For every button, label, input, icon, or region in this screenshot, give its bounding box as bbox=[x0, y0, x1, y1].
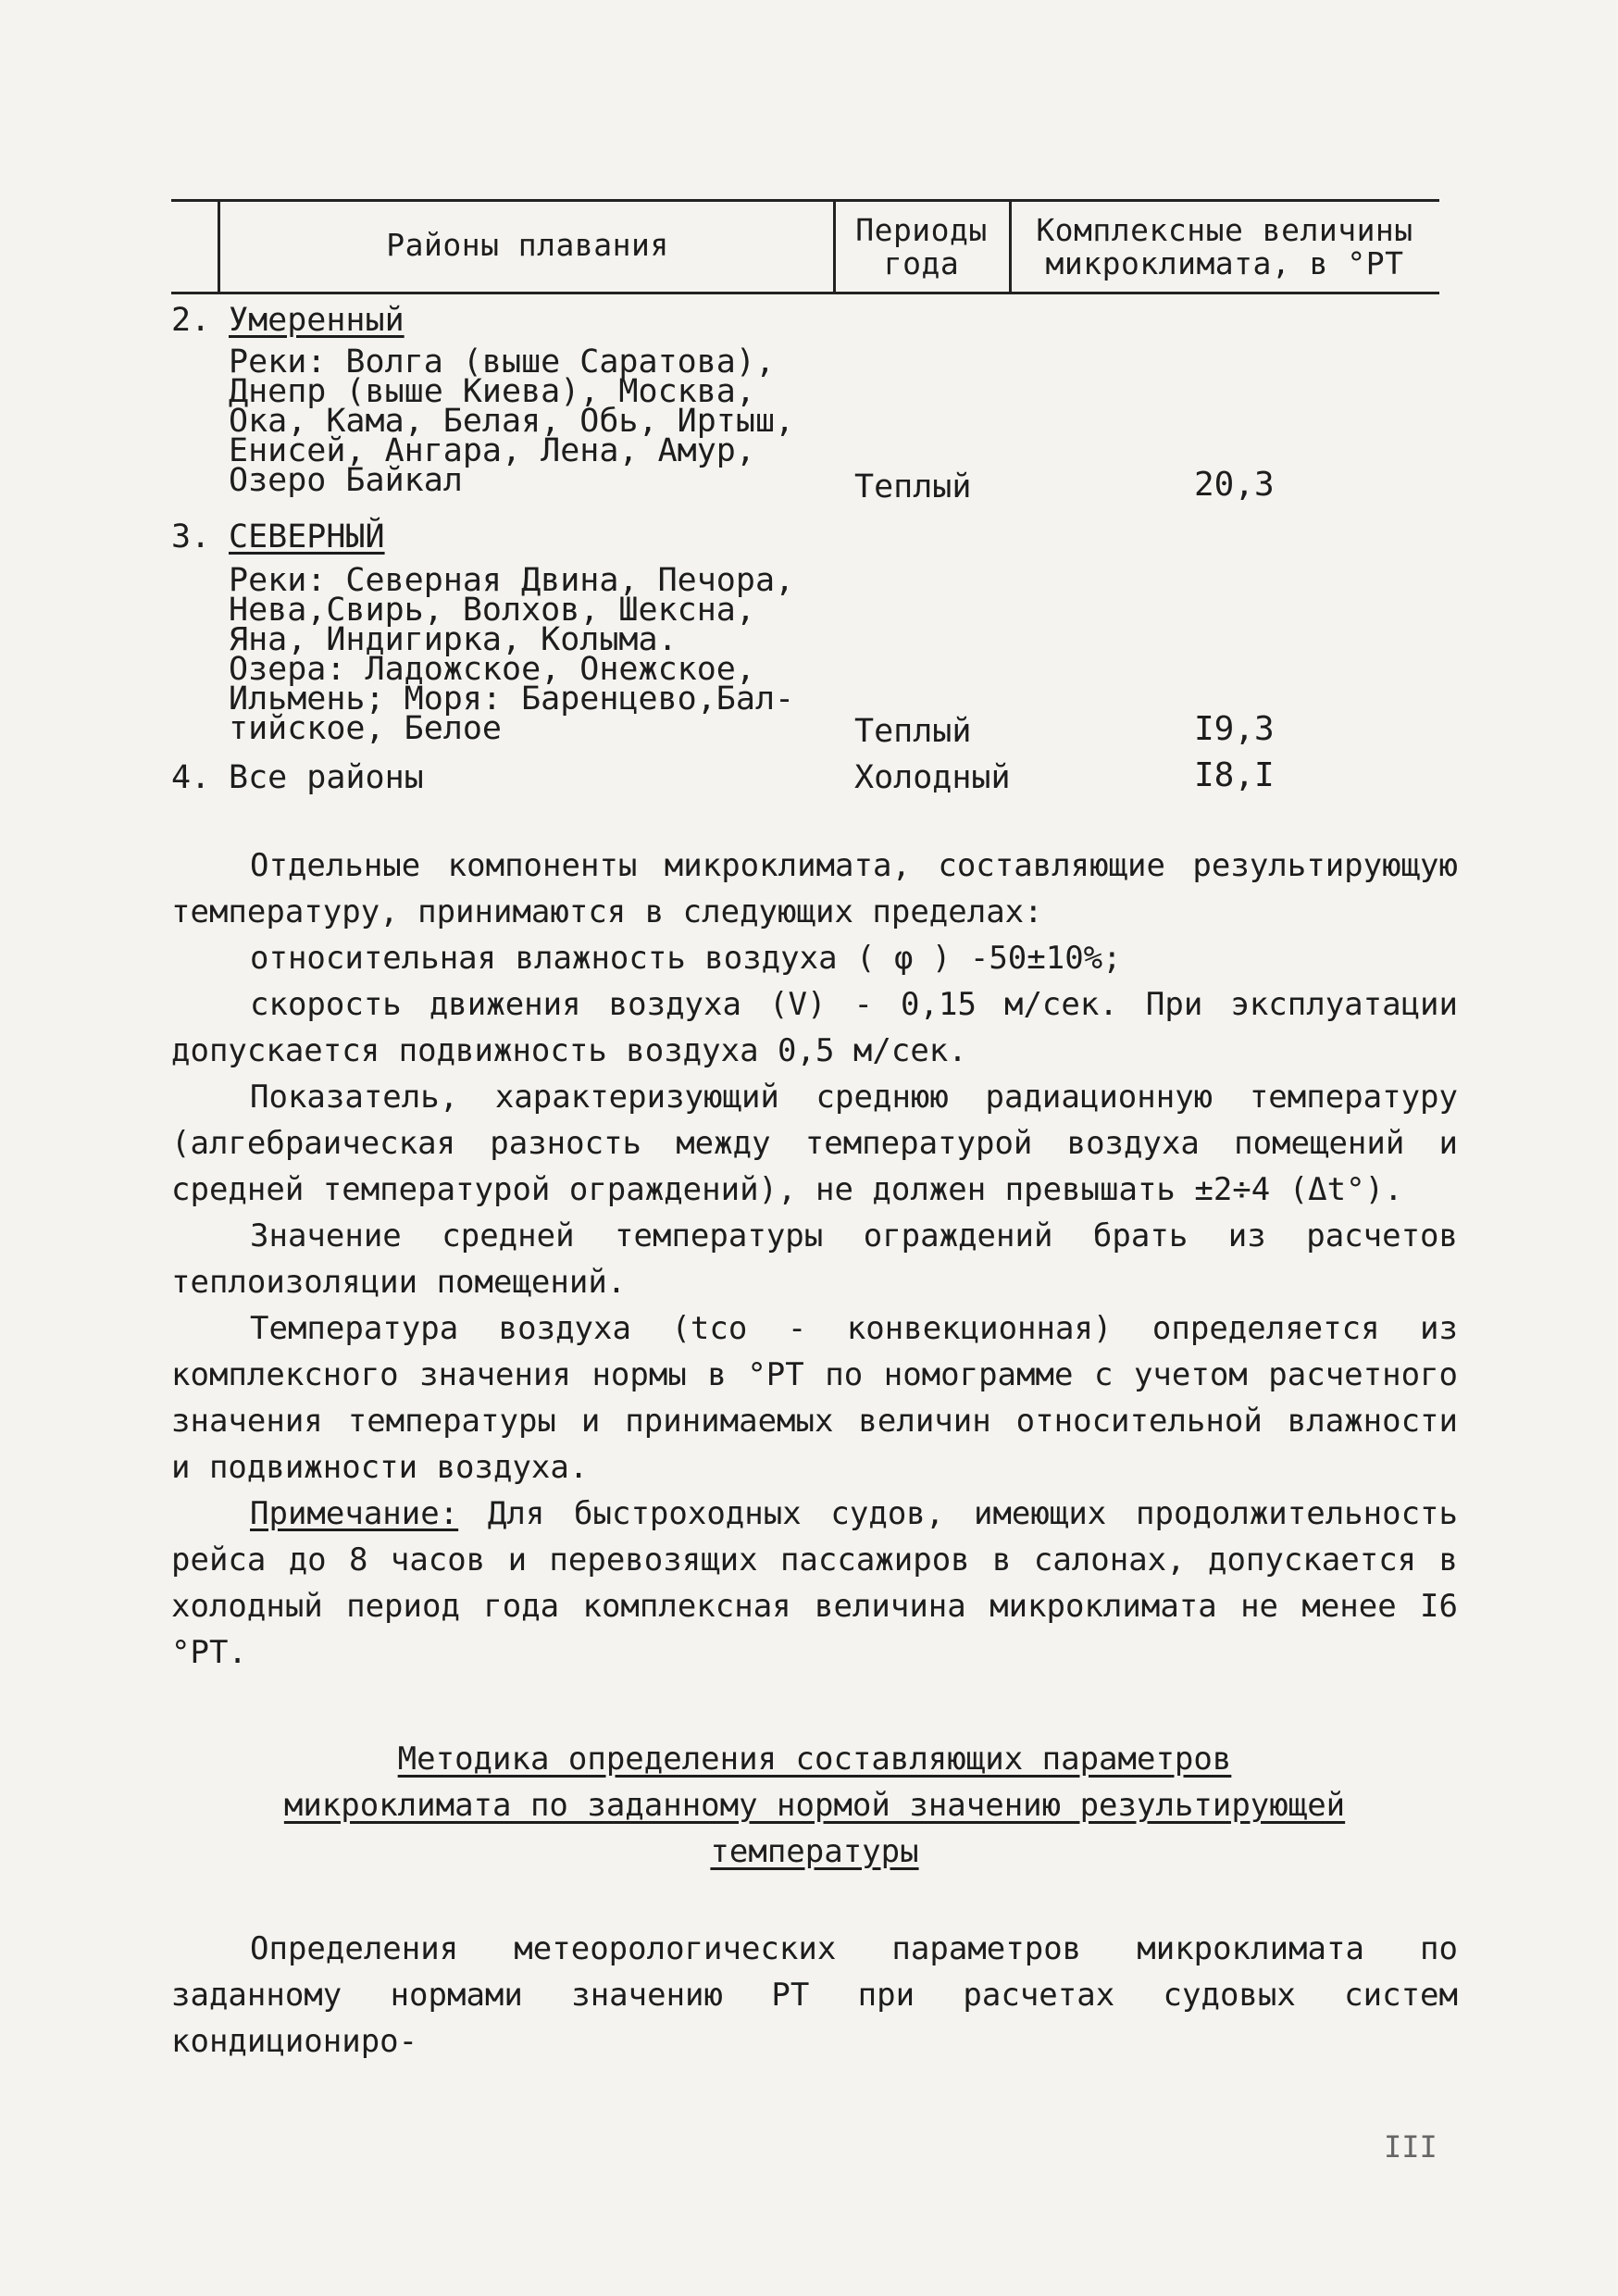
paragraph-note bbox=[171, 1491, 1458, 1676]
row-description: Реки: Северная Двина, Печора, Нева,Свирь, Волхов, Шексна, Яна, Индигирка, Колыма. Озера: Ладожское, Онежское, Ильмень; Моря: Баренцево,Бал- тийское, Белое bbox=[229, 562, 795, 747]
row-period: Теплый bbox=[854, 713, 972, 750]
header-periods: Периоды года bbox=[855, 212, 988, 281]
row-value: I9,3 bbox=[1194, 710, 1275, 748]
section-heading: Методика определения составляющих параметров микроклимата по заданному нормой значению результирующей температуры bbox=[283, 1741, 1346, 1870]
page-number: III bbox=[1384, 2129, 1438, 2165]
row-number: 3. bbox=[171, 518, 211, 555]
row-title: СЕВЕРНЫЙ bbox=[229, 518, 385, 555]
paragraph-methodology: Определения метеорологических параметров микроклимата по заданному нормами значению РТ при расчетах судовых систем кондициониро- bbox=[171, 1930, 1458, 2060]
table-header-rule bbox=[171, 292, 1439, 294]
row-title: Умеренный bbox=[229, 302, 404, 339]
paragraph-radiation: Показатель, характеризующий среднюю радиационную температуру (алгебраическая разность между температурой воздуха помещений и средней температурой ограждений), не должен превышать ±2÷4 (Δt°). bbox=[171, 1079, 1458, 1208]
note-text: Для быстроходных судов, имеющих продолжительность рейса до 8 часов и перевозящих пассажиров в салонах, допускается в холодный период года комплексная величина микроклимата не менее I6 °РТ. bbox=[171, 1495, 1458, 1671]
paragraph-air-temp: Температура воздуха (tсо - конвекционная) определяется из комплексного значения нормы в °РТ по номограмме с учетом расчетного значения температуры и принимаемых величин относительной влажности и подвижности воздуха. bbox=[171, 1310, 1458, 1486]
note-label: Примечание: bbox=[250, 1495, 459, 1532]
row-value: 20,3 bbox=[1194, 466, 1275, 504]
header-regions: Районы плавания bbox=[386, 227, 669, 263]
row-value: I8,I bbox=[1194, 756, 1275, 794]
row-description: Реки: Волга (выше Саратова), Днепр (выше Киева), Москва, Ока, Кама, Белая, Обь, Иртыш, Енисей, Ангара, Лена, Амур, Озеро Байкал bbox=[229, 343, 795, 499]
row-number: 2. bbox=[171, 302, 211, 339]
header-complex: Комплексные величины микроклимата, в °РТ bbox=[1036, 212, 1413, 281]
paragraph-components: Отдельные компоненты микроклимата, составляющие результирующую температуру, принимаются в следующих пределах: bbox=[171, 847, 1458, 930]
table-top-rule bbox=[171, 199, 1439, 202]
row-period: Холодный bbox=[854, 759, 1011, 796]
row-period: Теплый bbox=[854, 468, 972, 505]
paragraph-enclosure-temp: Значение средней температуры ограждений брать из расчетов теплоизоляции помещений. bbox=[171, 1217, 1458, 1301]
row-number: 4. bbox=[171, 759, 211, 796]
row-title: Все районы bbox=[229, 759, 424, 796]
paragraph-humidity: относительная влажность воздуха ( φ ) -50±10%; bbox=[250, 940, 1122, 977]
table-divider bbox=[218, 199, 220, 292]
paragraph-air-speed: скорость движения воздуха (V) - 0,15 м/сек. При эксплуатации допускается подвижность воздуха 0,5 м/сек. bbox=[171, 986, 1458, 1069]
